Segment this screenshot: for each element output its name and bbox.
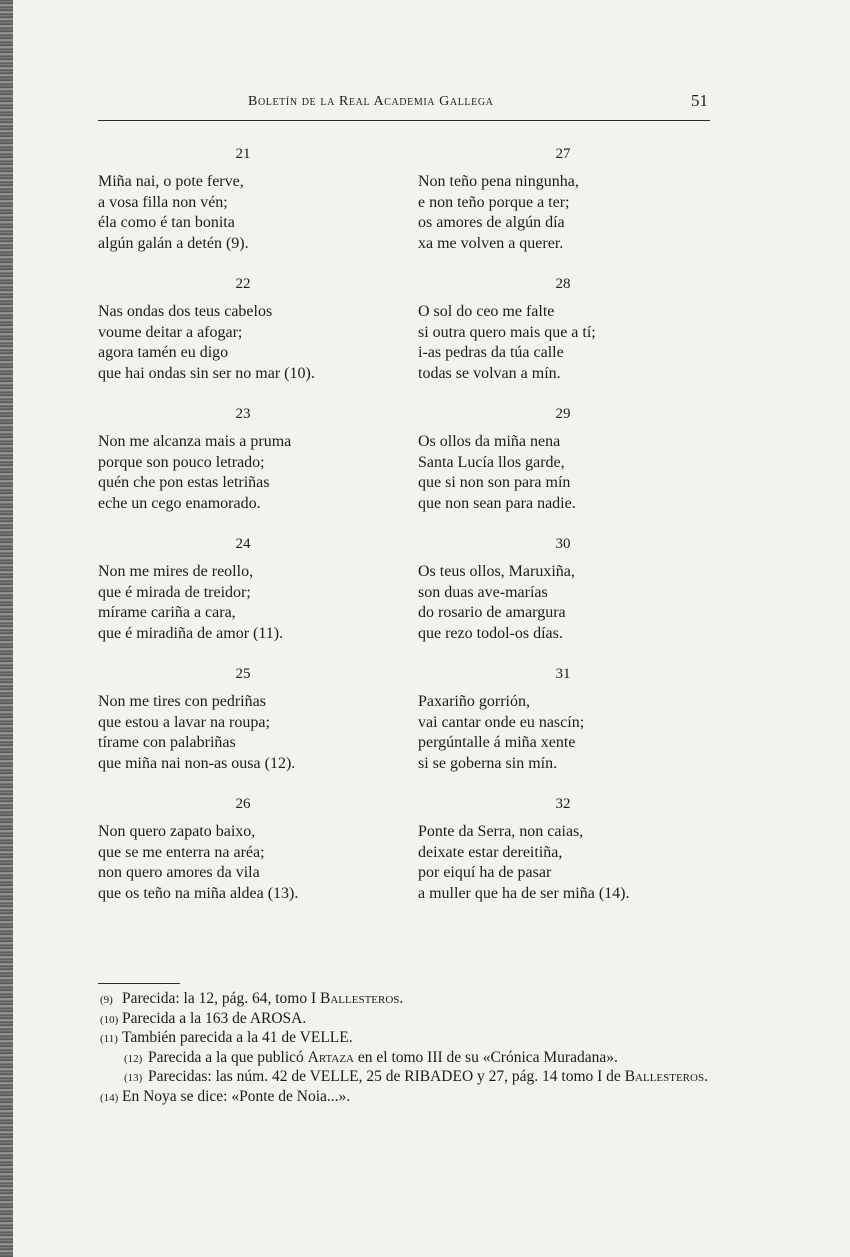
stanza-number: 24 xyxy=(235,536,251,552)
verse-line: Non me alcanza mais a pruma xyxy=(98,433,292,450)
verse-line: Os teus ollos, Maruxiña, xyxy=(418,563,575,580)
verse-line: que estou a lavar na roupa; xyxy=(98,713,270,731)
verse-line: si outra quero mais que a tí; xyxy=(418,323,596,341)
footnote-text: Parecida a la 163 de AROSA. xyxy=(122,1009,307,1027)
verse-line: todas se volvan a mín. xyxy=(418,364,561,382)
stanza-number: 27 xyxy=(555,146,571,162)
footnotes xyxy=(100,990,712,1107)
footnote-11 xyxy=(100,1029,712,1049)
verse-line: porque son pouco letrado; xyxy=(98,453,265,471)
footnote-10 xyxy=(100,1010,712,1030)
footnote-tail: . xyxy=(399,990,404,1007)
verse-line: Os ollos da miña nena xyxy=(418,433,561,450)
verse-line: i-as pedras da túa calle xyxy=(418,344,564,361)
footnote-mark: (13) xyxy=(124,1072,143,1084)
verse-line: a vosa filla non vén; xyxy=(98,193,228,211)
right-column xyxy=(418,144,718,924)
verse-line: e non teño porque a ter; xyxy=(418,193,570,211)
footnote-mark: (11) xyxy=(100,1033,118,1045)
verse-line: Ponte da Serra, non caias, xyxy=(418,823,584,840)
verse-line: non quero amores da vila xyxy=(98,864,260,881)
stanza-32 xyxy=(418,794,718,924)
verse-line: que si non son para mín xyxy=(418,474,571,491)
footnote-divider xyxy=(98,983,180,984)
verse-line: Non teño pena ningunha, xyxy=(418,173,579,190)
footnote-mark: (10) xyxy=(100,1013,119,1026)
footnote-12 xyxy=(100,1049,712,1069)
footnote-mark: (9) xyxy=(100,994,113,1006)
verse-line: deixate estar dereitiña, xyxy=(418,843,563,861)
verse-line: que é miradiña de amor (11). xyxy=(98,624,284,642)
stanza-number: 26 xyxy=(235,796,251,812)
stanza-24 xyxy=(98,534,398,664)
stanza-25 xyxy=(98,664,398,794)
footnote-tail: . xyxy=(704,1068,708,1085)
verse-line: Miña nai, o pote ferve, xyxy=(98,173,244,190)
stanza-number: 21 xyxy=(235,146,251,162)
verse-line: que non sean para nadie. xyxy=(418,494,576,512)
footnote-text: Parecida: la 12, pág. 64, tomo I xyxy=(122,990,321,1007)
verse-line: eche un cego enamorado. xyxy=(98,494,261,512)
stanza-number: 29 xyxy=(555,406,571,422)
verse-line: xa me volven a querer. xyxy=(418,234,564,252)
verse-line: tírame con palabriñas xyxy=(98,734,236,751)
verse-line: agora tamén eu digo xyxy=(98,344,229,361)
stanza-number: 23 xyxy=(235,406,251,422)
page-header xyxy=(98,91,710,121)
verse-line: Paxariño gorrión, xyxy=(418,693,530,710)
stanza-31 xyxy=(418,664,718,794)
verse-line: vai cantar onde eu nascín; xyxy=(418,713,585,731)
stanza-28 xyxy=(418,274,718,404)
verse-line: Non quero zapato baixo, xyxy=(98,823,256,840)
verse-line: que hai ondas sin ser no mar (10). xyxy=(98,364,315,382)
stanza-21 xyxy=(98,144,398,274)
footnote-text: También parecida a la 41 de VELLE. xyxy=(122,1029,353,1046)
verse-line: do rosario de amargura xyxy=(418,604,566,621)
footnote-9 xyxy=(100,990,712,1010)
stanza-23 xyxy=(98,404,398,534)
footnote-text: Parecidas: las núm. 42 de VELLE, 25 de RIBADEO y 27, pág. 14 tomo I de xyxy=(148,1068,625,1085)
verse-line: si se goberna sin mín. xyxy=(418,754,558,772)
verse-line: mírame cariña a cara, xyxy=(98,604,236,621)
running-head: Boletín de la Real Academia Gallega xyxy=(248,94,494,109)
verse-line: algún galán a detén (9). xyxy=(98,234,249,252)
stanza-number: 31 xyxy=(555,666,571,682)
page-number: 51 xyxy=(691,91,708,110)
stanza-26 xyxy=(98,794,398,924)
verse-line: pergúntalle á miña xente xyxy=(418,734,576,751)
footnote-text: En Noya se dice: «Ponte de Noia...». xyxy=(122,1087,351,1105)
stanza-number: 32 xyxy=(555,796,571,812)
stanza-29 xyxy=(418,404,718,534)
verse-line: a muller que ha de ser miña (14). xyxy=(418,884,630,902)
left-column xyxy=(98,144,398,924)
verse-line: quén che pon estas letriñas xyxy=(98,474,270,491)
verse-line: que os teño na miña aldea (13). xyxy=(98,884,299,902)
stanza-number: 22 xyxy=(235,276,251,292)
verse-line: O sol do ceo me falte xyxy=(418,303,555,320)
verse-line: por eiquí ha de pasar xyxy=(418,864,552,881)
stanza-number: 25 xyxy=(235,666,251,682)
footnote-author: Artaza xyxy=(307,1048,354,1066)
footnote-14 xyxy=(100,1088,712,1108)
stanza-number: 28 xyxy=(555,276,571,292)
footnote-text: Parecida a la que publicó xyxy=(148,1048,308,1066)
verse-line: os amores de algún día xyxy=(418,214,565,231)
verse-line: voume deitar a afogar; xyxy=(98,323,243,341)
stanza-22 xyxy=(98,274,398,404)
verse-line: que miña nai non-as ousa (12). xyxy=(98,754,296,772)
verse-line: Nas ondas dos teus cabelos xyxy=(98,303,273,320)
footnote-tail: en el tomo III de su «Crónica Muradana». xyxy=(354,1048,618,1066)
footnote-mark: (14) xyxy=(100,1091,119,1104)
verse-line: Santa Lucía llos garde, xyxy=(418,453,565,471)
stanza-27 xyxy=(418,144,718,274)
verse-line: Non me tires con pedriñas xyxy=(98,693,266,710)
verse-line: que é mirada de treidor; xyxy=(98,583,251,601)
verse-line: éla como é tan bonita xyxy=(98,214,235,231)
footnote-author: Ballesteros xyxy=(320,990,400,1007)
book-binding-edge xyxy=(0,0,13,1257)
stanza-number: 30 xyxy=(555,536,571,552)
verse-line: son duas ave-marías xyxy=(418,583,548,601)
footnote-author: Ballesteros xyxy=(624,1068,705,1085)
verse-line: que se me enterra na aréa; xyxy=(98,843,265,861)
verse-line: Non me mires de reollo, xyxy=(98,563,254,580)
footnote-13 xyxy=(100,1068,712,1088)
footnote-mark: (12) xyxy=(124,1052,143,1065)
stanza-30 xyxy=(418,534,718,664)
verse-line: que rezo todol-os días. xyxy=(418,624,563,642)
